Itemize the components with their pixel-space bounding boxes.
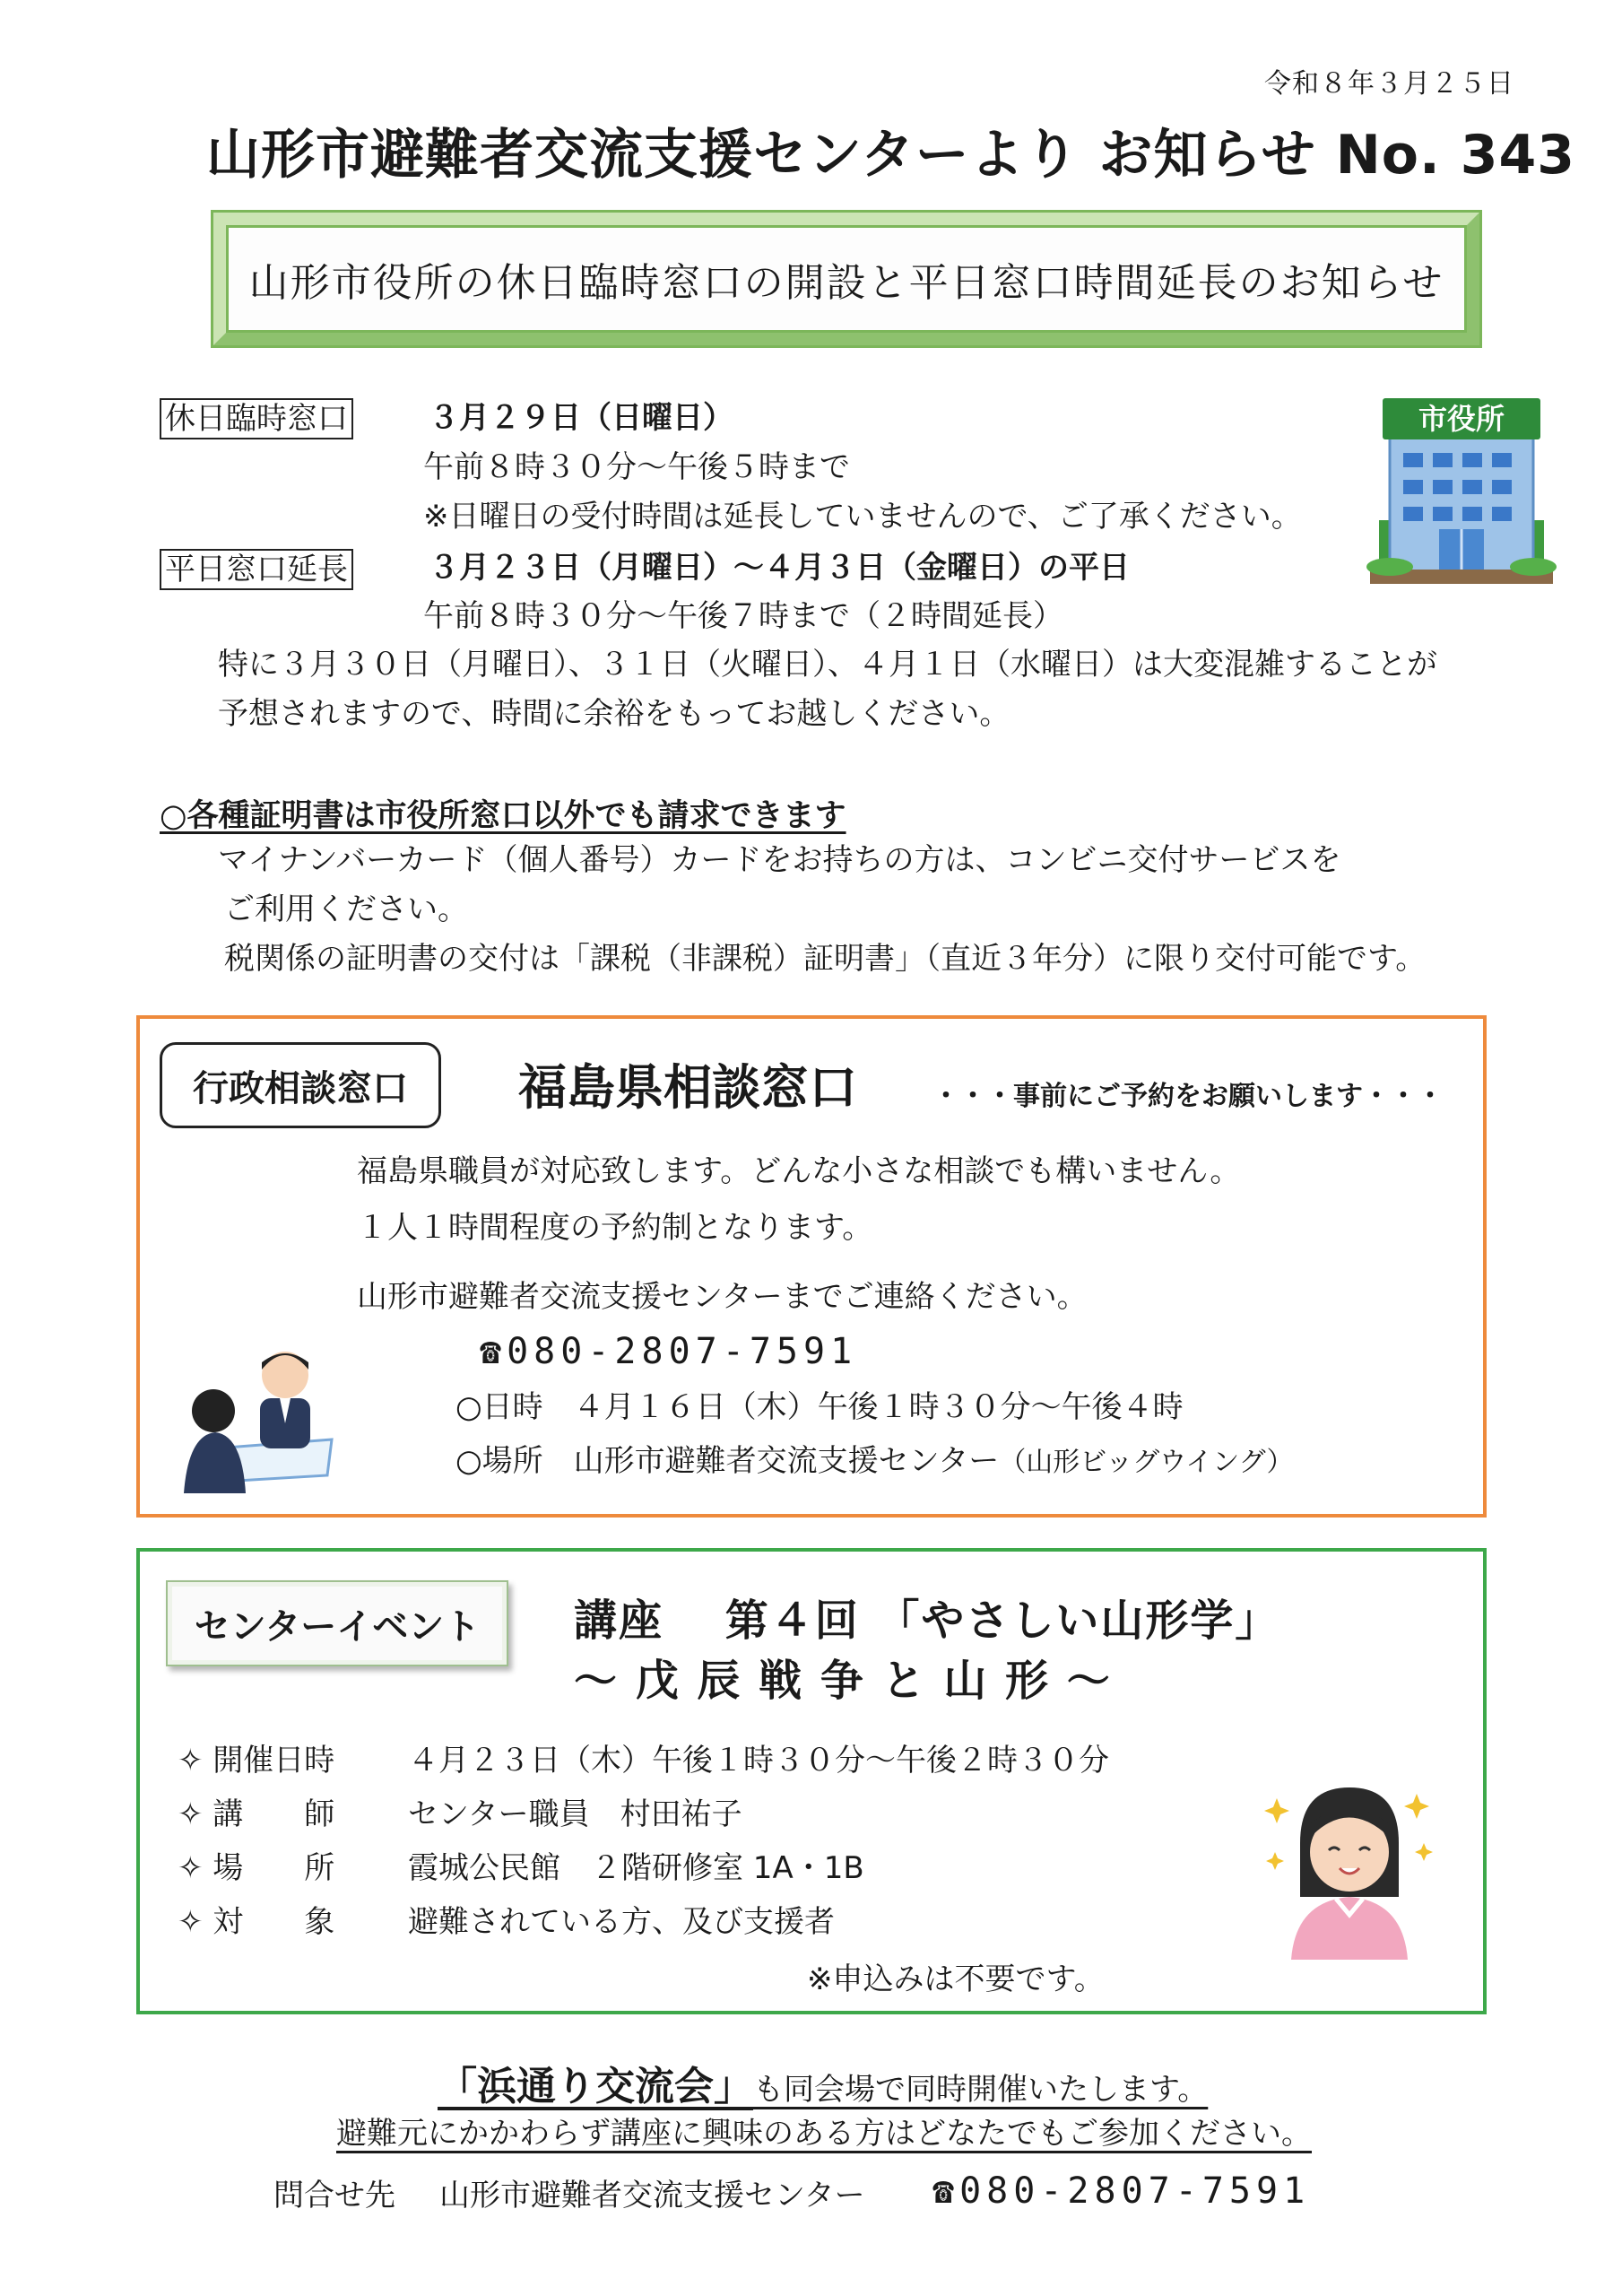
contact-organization: 山形市避難者交流支援センター bbox=[439, 2178, 865, 2213]
page-title: 山形市避難者交流支援センターより お知らせ No. 343 bbox=[206, 124, 1575, 187]
issue-date: 令和８年３月２５日 bbox=[1264, 68, 1514, 100]
contact-label: 問合せ先 bbox=[273, 2178, 395, 2213]
city-hall-sign: 市役所 bbox=[1418, 402, 1505, 436]
event-lecturer-value: センター職員 村田祐子 bbox=[408, 1796, 742, 1832]
consultation-place: ○場所 山形市避難者交流支援センター bbox=[455, 1443, 1000, 1479]
event-target-value: 避難されている方、及び支援者 bbox=[408, 1904, 835, 1940]
consultation-title: 福島県相談窓口 bbox=[518, 1059, 857, 1116]
event-label: センターイベント bbox=[166, 1580, 508, 1666]
event-date-key: ✧ 開催日時 bbox=[178, 1743, 335, 1779]
event-lecturer-key: ✧ 講 師 bbox=[178, 1796, 335, 1832]
hamadori-name: 「浜通り交流会」 bbox=[438, 2064, 753, 2109]
event-target-key: ✧ 対 象 bbox=[178, 1904, 335, 1940]
notice-title: 山形市役所の休日臨時窓口の開設と平日窓口時間延長のお知らせ bbox=[248, 260, 1444, 306]
consultation-line3: 山形市避難者交流支援センターまでご連絡ください。 bbox=[357, 1279, 1088, 1315]
event-place-key: ✧ 場 所 bbox=[178, 1850, 335, 1886]
hamadori-rest: も同会場で同時開催いたします。 bbox=[753, 2072, 1209, 2108]
certificates-line3: 税関係の証明書の交付は「課税（非課税）証明書」（直近３年分）に限り交付可能です。 bbox=[224, 941, 1427, 977]
consultation-place-sub: （山形ビッグウイング） bbox=[999, 1447, 1294, 1478]
crowd-warning-line1: 特に３月３０日（月曜日）、３１日（火曜日）、４月１日（水曜日）は大変混雑することが bbox=[218, 647, 1437, 683]
hamadori-invitation: 避難元にかかわらず講座に興味のある方はどなたでもご参加ください。 bbox=[336, 2116, 1312, 2152]
consultation-label: 行政相談窓口 bbox=[160, 1042, 441, 1128]
consultation-datetime: ○日時 ４月１６日（木）午後１時３０分～午後４時 bbox=[455, 1389, 1184, 1425]
notice-title-box bbox=[213, 213, 1479, 345]
holiday-hours: 午前８時３０分～午後５時まで bbox=[423, 449, 850, 485]
weekday-extension-label: 平日窓口延長 bbox=[160, 549, 353, 590]
event-place-value: 霞城公民館 ２階研修室 1A・1B bbox=[408, 1850, 864, 1886]
consultation-line1: 福島県職員が対応致します。どんな小さな相談でも構いません。 bbox=[357, 1153, 1241, 1189]
lecture-title-line2: ～ 戊 辰 戦 争 と 山 形 ～ bbox=[574, 1656, 1112, 1706]
certificates-heading: ○各種証明書は市役所窓口以外でも請求できます bbox=[160, 798, 846, 834]
holiday-window-label: 休日臨時窓口 bbox=[160, 398, 353, 439]
smiling-woman-icon bbox=[1264, 1780, 1435, 1960]
crowd-warning-line2: 予想されますので、時間に余裕をもってお越しください。 bbox=[218, 696, 1010, 732]
holiday-date: ３月２９日（日曜日） bbox=[429, 400, 733, 436]
holiday-note: ※日曜日の受付時間は延長していませんので、ご了承ください。 bbox=[423, 499, 1302, 535]
reservation-note: ・・・事前にご予約をお願いします・・・ bbox=[932, 1081, 1444, 1112]
event-no-registration-note: ※申込みは不要です。 bbox=[807, 1961, 1105, 1997]
consultation-line2: １人１時間程度の予約制となります。 bbox=[357, 1210, 873, 1246]
city-hall-icon bbox=[1363, 395, 1560, 596]
event-date-value: ４月２３日（木）午後１時３０分～午後２時３０分 bbox=[408, 1743, 1109, 1779]
lecture-title-line1: 講座 第４回 「やさしい山形学」 bbox=[574, 1596, 1280, 1646]
certificates-line2: ご利用ください。 bbox=[224, 891, 468, 927]
hamadori-announcement bbox=[438, 2054, 1208, 2111]
weekday-date: ３月２３日（月曜日）～４月３日（金曜日）の平日 bbox=[429, 550, 1130, 586]
consultation-phone: ☎080-2807-7591 bbox=[480, 1331, 858, 1372]
consultation-people-icon bbox=[179, 1341, 336, 1502]
contact-phone: ☎080-2807-7591 bbox=[932, 2170, 1311, 2212]
certificates-line1: マイナンバーカード（個人番号）カードをお持ちの方は、コンビニ交付サービスを bbox=[218, 842, 1341, 878]
weekday-hours: 午前８時３０分～午後７時まで（２時間延長） bbox=[423, 598, 1063, 634]
